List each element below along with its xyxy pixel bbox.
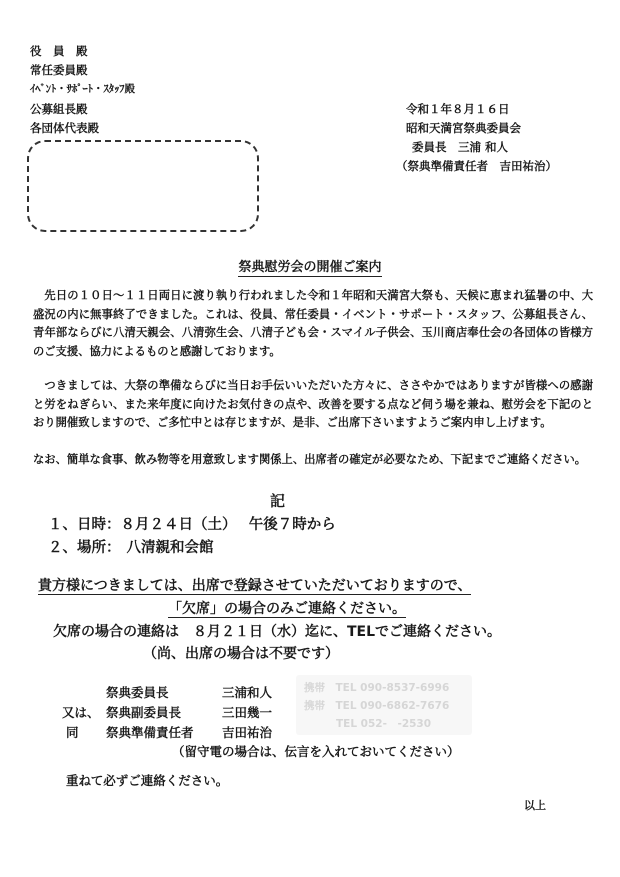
contact-name: 三田幾一: [222, 705, 273, 720]
letter-date: 令和１年８月１６日: [406, 102, 510, 116]
notice-line-4: （尚、出席の場合は不要です）: [143, 646, 339, 662]
place-value: 八清親和会館: [126, 540, 214, 556]
datetime-value: ８月２４日（土） 午後７時から: [120, 517, 336, 533]
notice-line-1: 貴方様につきましては、出席で登録させていただいておりますので、: [38, 578, 472, 594]
place-row: [48, 536, 214, 557]
faded-stamp: [296, 675, 472, 735]
closing-text: 以上: [524, 799, 546, 812]
ki-heading: 記: [270, 492, 286, 510]
notice-line-3: 欠席の場合の連絡は ８月２１日（水）迄に、TELでご連絡ください。: [53, 624, 502, 640]
contact-name: 三浦和人: [222, 685, 273, 700]
stamp-line: 携帯 TEL 090-8537-6996: [304, 682, 450, 694]
place-label: ２、場所：: [48, 540, 121, 556]
address-box: [27, 140, 259, 232]
sender-organization: 昭和天満宮祭典委員会: [406, 121, 521, 135]
datetime-label: １、日時：: [48, 517, 121, 533]
sender-responsible: （祭典準備責任者 吉田祐治）: [396, 159, 557, 173]
datetime-row: [48, 513, 336, 534]
contact-name: 吉田祐治: [222, 725, 273, 740]
recipient-organization-reps: 各団体代表殿: [30, 121, 99, 135]
contact-prefix: 同: [66, 725, 79, 740]
recipient-event-support-staff: ｲﾍﾞﾝﾄ・ｻﾎﾟｰﾄ・ｽﾀｯﾌ殿: [30, 83, 135, 95]
notice-line-2: 「欠席」の場合のみご連絡ください。: [168, 601, 406, 617]
paragraph-thanks: 先日の１０日～１１日両日に渡り執り行われました令和１年昭和天満宮大祭も、天候に恵まれ猛暑の中、大盛況の内に無事終了できました。これは、役員、常任委員・イベント・サポート・スタッフ、公募組長さん、青年部ならびに八清天親会、八清弥生会、八清子ども会・スマイル子供会、玉川商店奉仕会の各団体の皆様方のご支援、協力によるものと感謝しております。: [33, 289, 593, 358]
stamp-line: 携帯 TEL 090-6862-7676: [304, 700, 450, 712]
answering-machine-note: （留守電の場合は、伝言を入れておいてください）: [172, 744, 460, 759]
contact-role: 祭典副委員長: [106, 705, 182, 720]
paragraph-contact-request: なお、簡単な食事、飲み物等を用意致します関係上、出席者の確定が必要なため、下記までご連絡ください。: [33, 453, 587, 466]
recipient-standing-committee: 常任委員殿: [30, 63, 88, 77]
document-title: 祭典慰労会の開催ご案内: [238, 260, 382, 275]
sender-chair: 委員長 三浦 和人: [412, 140, 509, 154]
recipient-officers: 役 員 殿: [30, 44, 88, 58]
stamp-line: TEL 052- -2530: [336, 718, 432, 730]
contact-role: 祭典委員長: [106, 685, 169, 700]
reminder-text: 重ねて必ずご連絡ください。: [66, 773, 229, 788]
recipient-group-leaders: 公募組長殿: [30, 102, 88, 116]
paragraph-invitation: つきましては、大祭の準備ならびに当日お手伝いいただいた方々に、ささやかではありますが皆様への感謝と労をねぎらい、また来年度に向けたお気付きの点や、改善を要する点など伺う場を兼ね、慰労会を下記のとおり開催致しますので、ご多忙中とは存じますが、是非、ご出席下さいますようご案内申し上げます。: [33, 379, 593, 429]
contact-role: 祭典準備責任者: [106, 725, 194, 740]
contact-prefix: 又は、: [62, 705, 100, 720]
